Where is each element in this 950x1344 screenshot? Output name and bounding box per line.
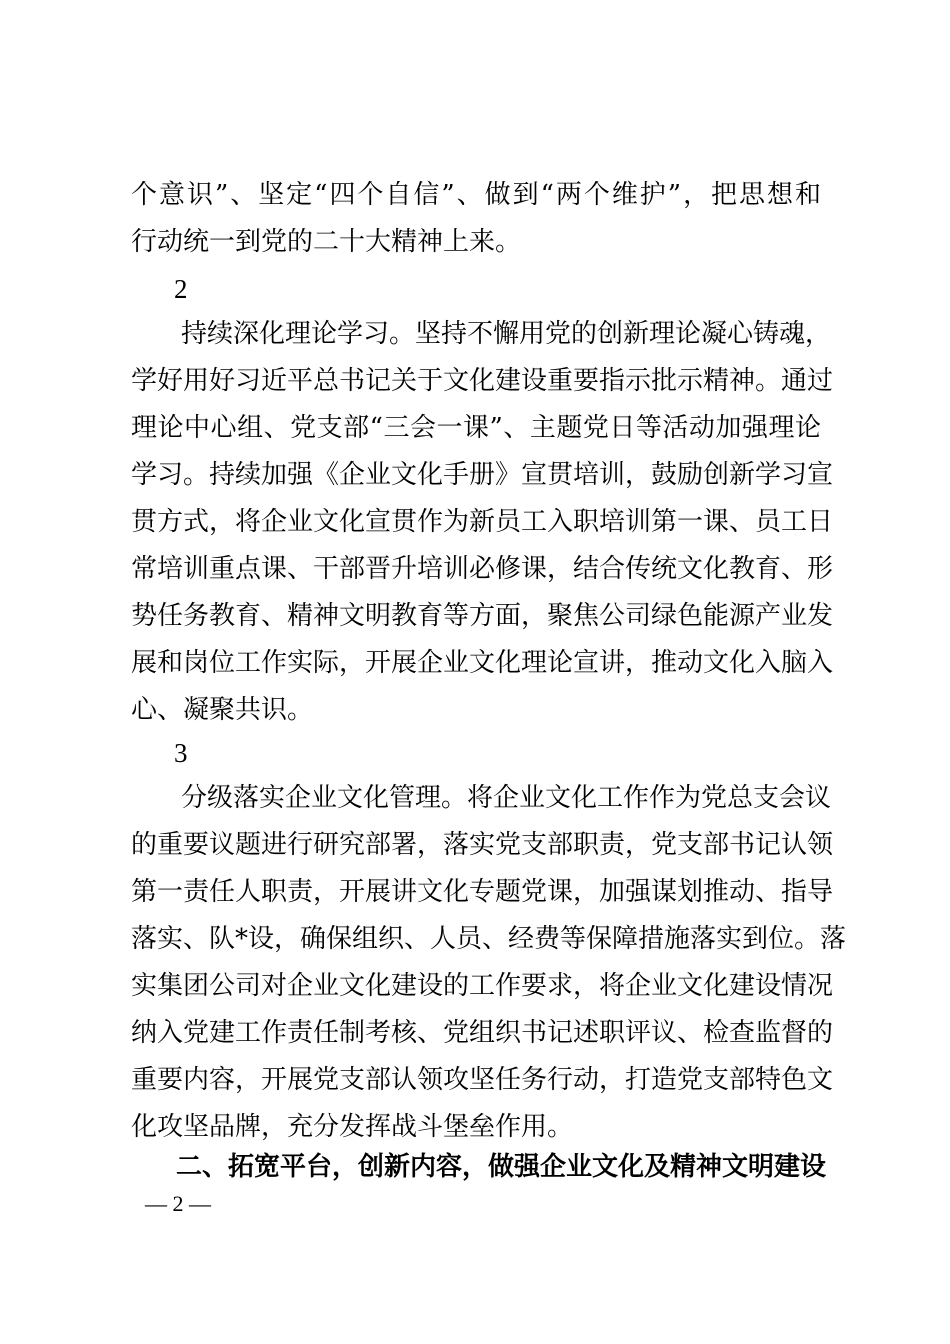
page-number-footer: — 2 —: [145, 1191, 211, 1216]
section-3-number: 3: [174, 738, 188, 768]
section-2-line-5: 贯方式，将企业文化宣贯作为新员工入职培训第一课、员工日: [131, 507, 834, 537]
section-2-number: 2: [174, 274, 188, 304]
section-3-line-8: 化攻坚品牌，充分发挥战斗堡垒作用。: [131, 1112, 574, 1142]
section-2-line-8: 展和岗位工作实际，开展企业文化理论宣讲，推动文化入脑入: [131, 648, 834, 678]
intro-line-2: 行动统一到党的二十大精神上来。: [131, 227, 522, 257]
section-heading: 二、拓宽平台，创新内容，做强企业文化及精神文明建设: [176, 1152, 827, 1182]
section-2-line-3: 理论中心组、党支部“三会一课”、主题党日等活动加强理论: [131, 413, 821, 443]
section-3-line-6: 纳入党建工作责任制考核、党组织书记述职评议、检查监督的: [131, 1018, 834, 1048]
section-3-line-3: 第一责任人职责，开展讲文化专题党课，加强谋划推动、指导: [131, 877, 834, 907]
section-2-line-1: 持续深化理论学习。坚持不懈用党的创新理论凝心铸魂，: [181, 319, 832, 349]
section-2-line-2: 学好用好习近平总书记关于文化建设重要指示批示精神。通过: [131, 366, 834, 396]
section-3-line-7: 重要内容，开展党支部认领攻坚任务行动，打造党支部特色文: [131, 1065, 834, 1095]
section-3-line-4: 落实、队*设，确保组织、人员、经费等保障措施落实到位。落: [131, 924, 847, 954]
section-2-line-9: 心、凝聚共识。: [131, 695, 314, 725]
section-2-line-7: 势任务教育、精神文明教育等方面，聚焦公司绿色能源产业发: [131, 601, 834, 631]
section-2-line-6: 常培训重点课、干部晋升培训必修课，结合传统文化教育、形: [131, 554, 834, 584]
intro-line-1: 个意识”、坚定“四个自信”、做到“两个维护”，把思想和: [131, 180, 821, 210]
section-3-line-5: 实集团公司对企业文化建设的工作要求，将企业文化建设情况: [131, 971, 834, 1001]
section-3-line-2: 的重要议题进行研究部署，落实党支部职责，党支部书记认领: [131, 830, 834, 860]
section-3-line-1: 分级落实企业文化管理。将企业文化工作作为党总支会议: [181, 783, 832, 813]
section-2-line-4: 学习。持续加强《企业文化手册》宣贯培训，鼓励创新学习宣: [131, 460, 834, 490]
